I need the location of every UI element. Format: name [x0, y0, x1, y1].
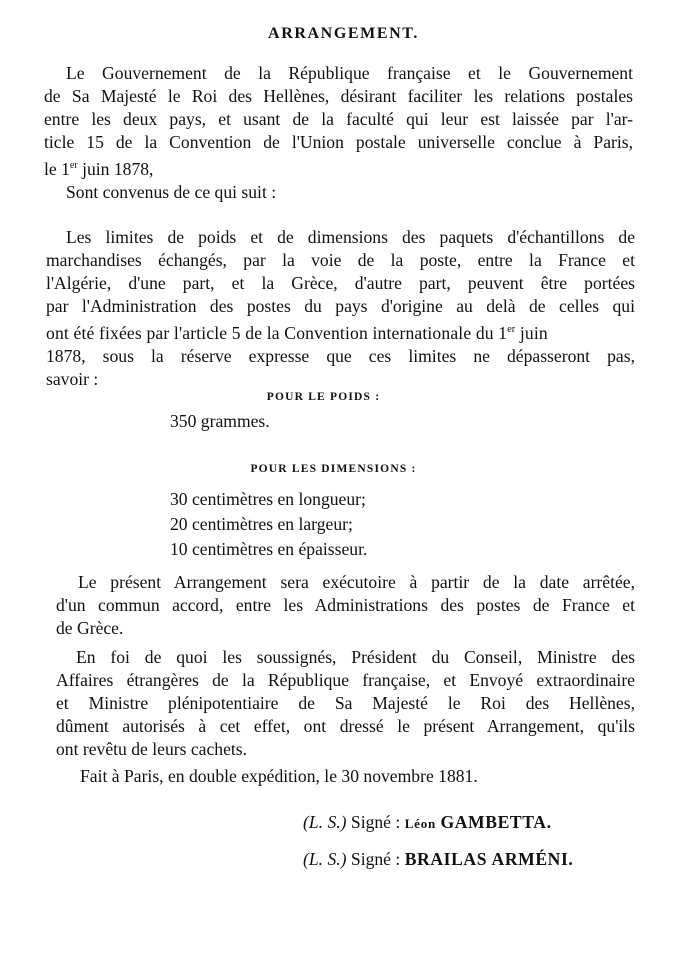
preamble-paragraph	[44, 62, 633, 181]
signatories-paragraph	[58, 646, 635, 761]
preamble-line: Le Gouvernement de la République française et le Gouvernement	[66, 63, 633, 83]
limits-line: l'Algérie, d'une part, et la Grèce, d'autre part, peuvent être portées	[46, 273, 635, 293]
signatory-last-name: GAMBETTA.	[440, 812, 552, 832]
signatories-line: Affaires étrangères de la République française, et Envoyé extraordinaire	[56, 670, 635, 690]
weight-heading: POUR LE POIDS :	[266, 391, 381, 403]
signed-label: Signé :	[350, 849, 401, 869]
limits-line: 1878, sous la réserve expresse que ces limites ne dépasseront pas,	[46, 345, 635, 366]
limits-paragraph	[46, 226, 635, 391]
signed-label: Signé :	[350, 812, 401, 832]
limits-line: par l'Administration des postes du pays d'origine au delà de celles qui	[46, 296, 635, 316]
dimension-width: 20 centimètres en largeur;	[170, 514, 353, 534]
execution-line: de Grèce.	[56, 618, 124, 638]
seal-mark: (L. S.)	[303, 849, 347, 869]
limits-line: ont été fixées par l'article 5 de la Convention internationale du 1er juin	[46, 322, 548, 343]
signatories-line: dûment autorisés à cet effet, ont dressé le présent Arrangement, qu'ils	[56, 716, 635, 736]
weight-value: 350 grammes.	[170, 411, 270, 431]
signature-brailas	[303, 848, 573, 871]
execution-paragraph	[58, 571, 635, 640]
limits-line: Les limites de poids et de dimensions des paquets d'échantillons de	[66, 227, 635, 247]
preamble-line: de Sa Majesté le Roi des Hellènes, désirant faciliter les relations postales	[44, 86, 633, 106]
preamble-line: entre les deux pays, et usant de la faculté qui leur est laissée par l'ar-	[44, 109, 633, 129]
signatory-first-name: BRAILAS	[404, 849, 488, 869]
dimension-thickness: 10 centimètres en épaisseur.	[170, 539, 368, 559]
limits-line: marchandises échangés, par la voie de la poste, entre la France et	[46, 250, 635, 270]
done-at-line: Fait à Paris, en double expédition, le 30 novembre 1881.	[80, 766, 478, 786]
limits-line: savoir :	[46, 368, 99, 389]
execution-line: Le présent Arrangement sera exécutoire à partir de la date arrêtée,	[78, 572, 635, 592]
document-title: ARRANGEMENT.	[268, 25, 419, 42]
dimensions-heading: POUR LES DIMENSIONS :	[250, 463, 417, 475]
execution-line: d'un commun accord, entre les Administrations des postes de France et	[56, 595, 635, 615]
agreed-line: Sont convenus de ce qui suit :	[66, 182, 277, 202]
signatories-line: et Ministre plénipotentiaire de Sa Majesté le Roi des Hellènes,	[56, 693, 635, 713]
signatory-last-name: ARMÉNI.	[491, 849, 574, 869]
signatories-line: En foi de quoi les soussignés, Président du Conseil, Ministre des	[76, 647, 635, 667]
signatories-line: ont revêtu de leurs cachets.	[56, 739, 248, 759]
preamble-line: ticle 15 de la Convention de l'Union postale universelle conclue à Paris,	[44, 132, 633, 152]
signature-gambetta	[303, 811, 552, 835]
signatory-first-name: Léon	[404, 816, 437, 831]
preamble-date-line: le 1er juin 1878,	[44, 158, 154, 179]
dimension-length: 30 centimètres en longueur;	[170, 489, 366, 509]
seal-mark: (L. S.)	[303, 812, 347, 832]
